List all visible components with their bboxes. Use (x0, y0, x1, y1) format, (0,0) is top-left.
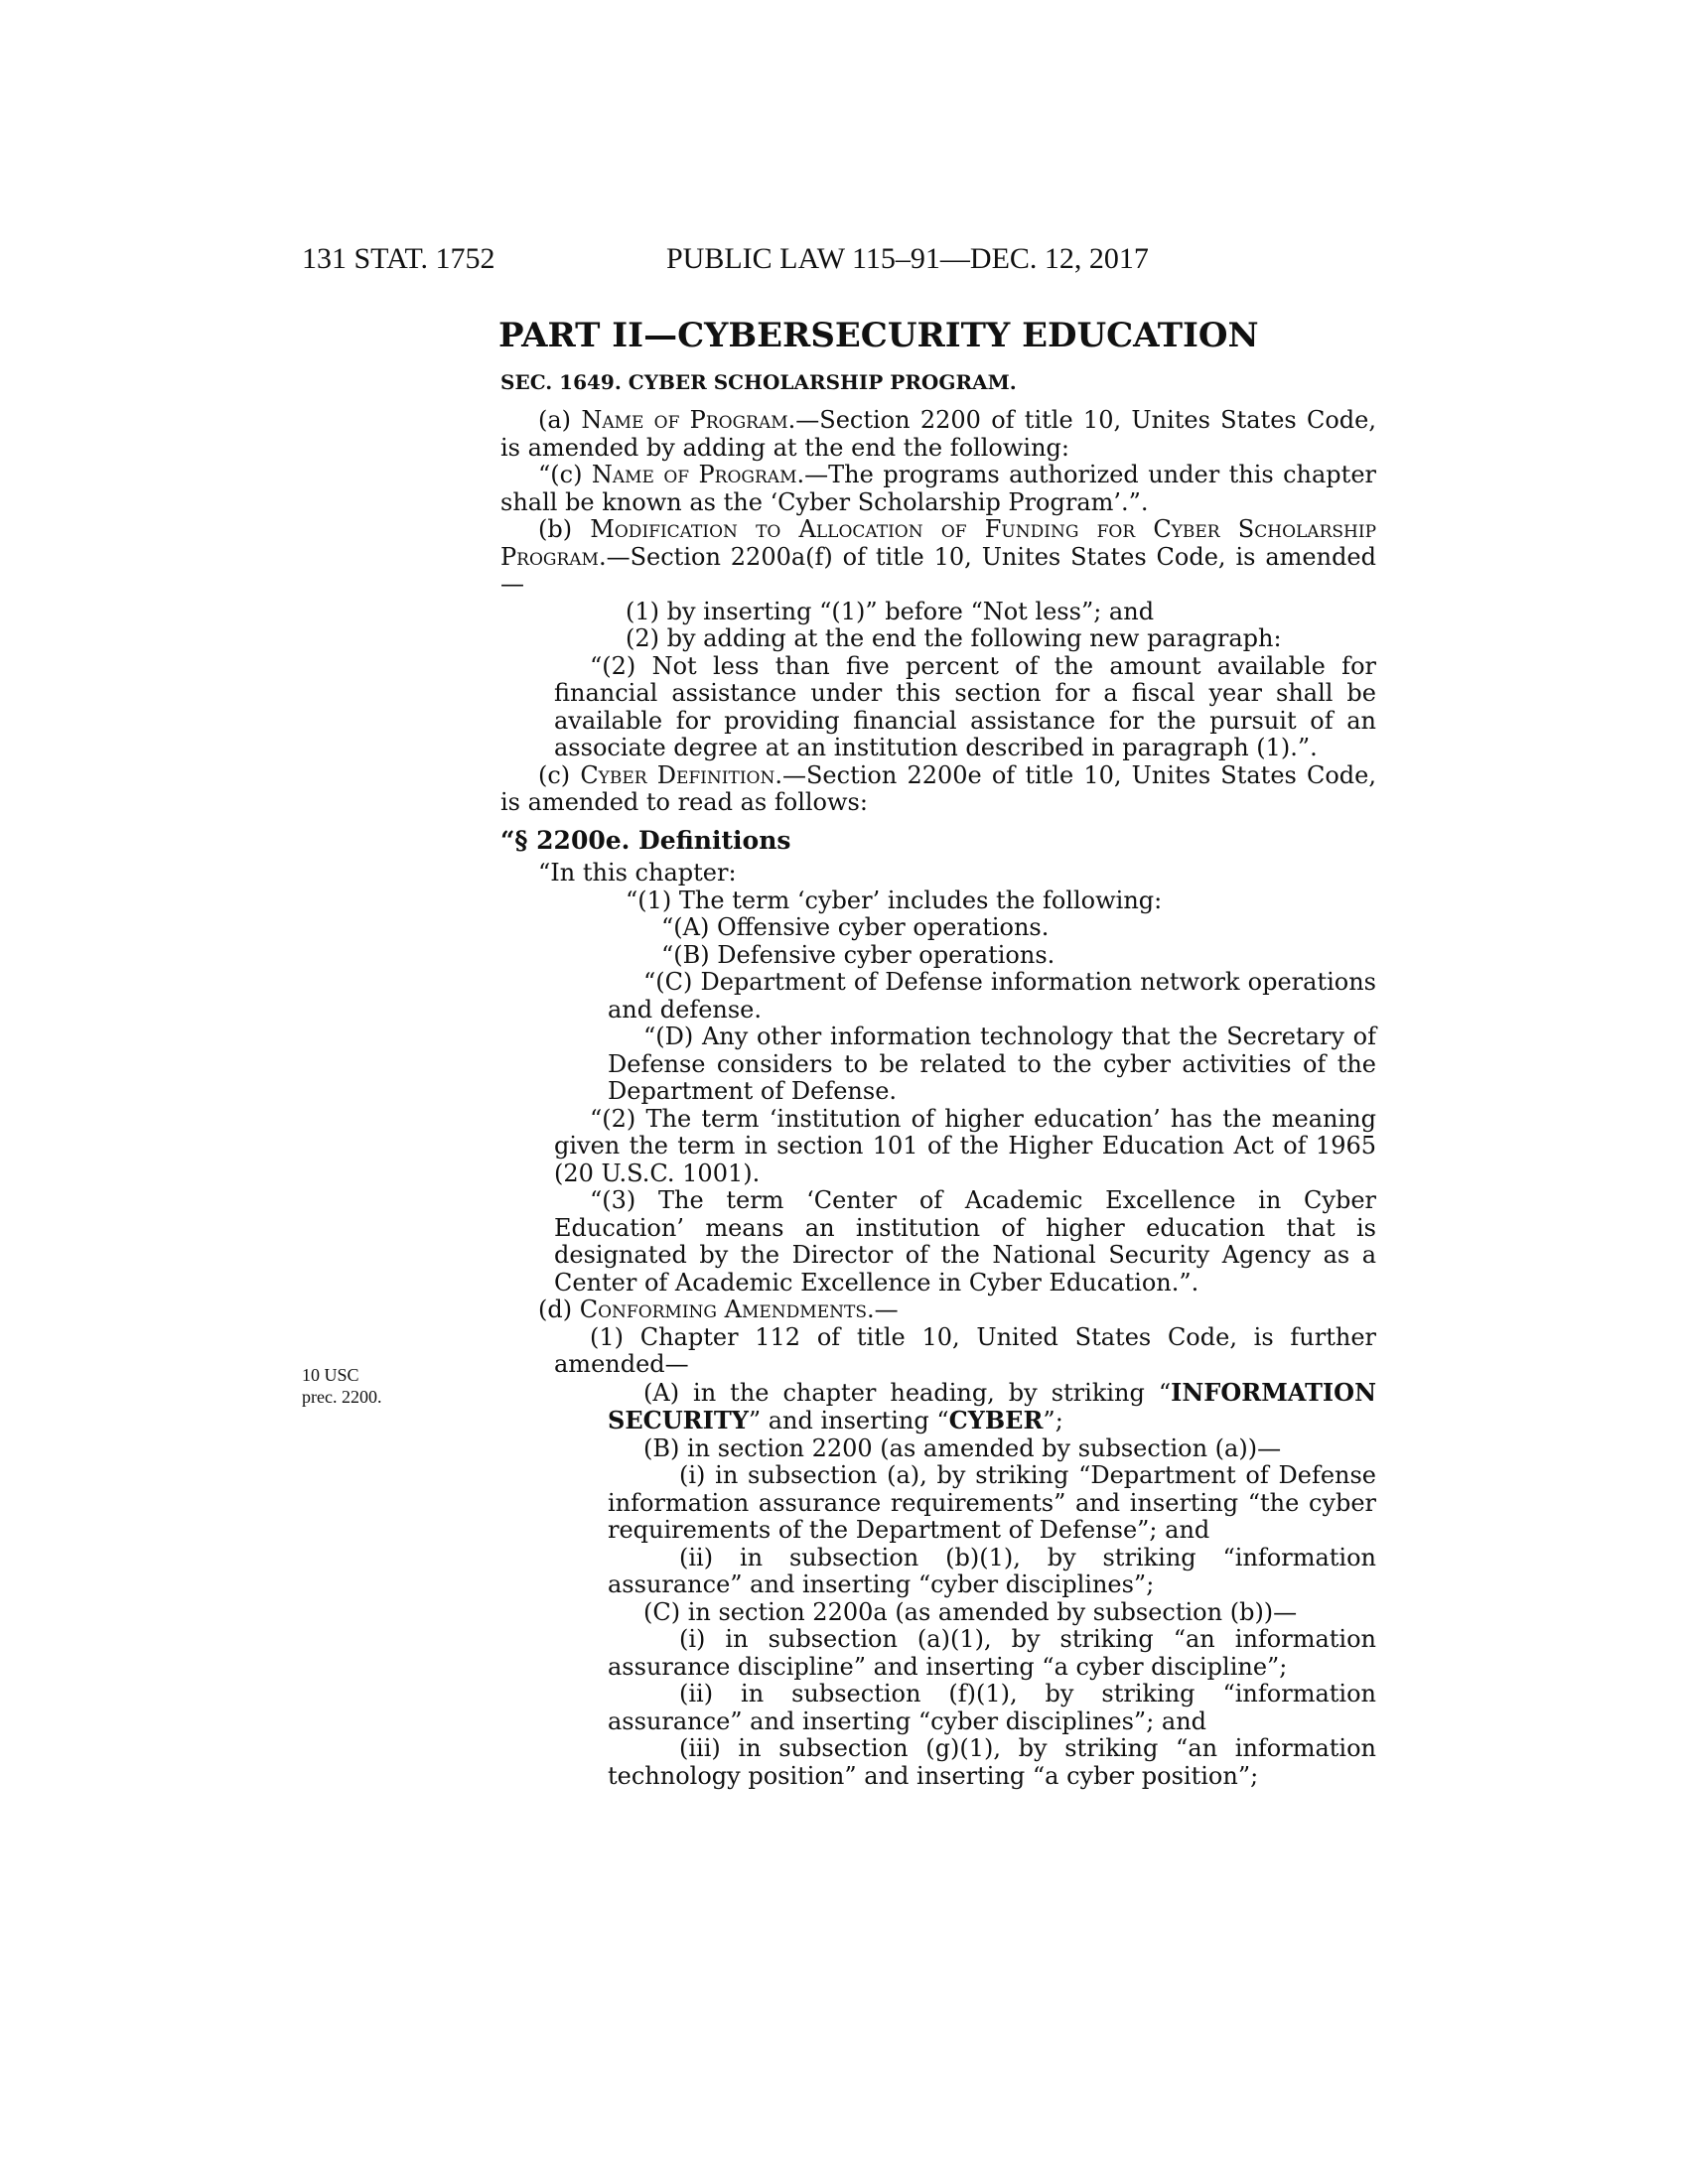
subsection-c-label: (c) (538, 760, 581, 789)
amendment-1C: (C) in section 2200a (as amended by subsection (b))— (643, 1597, 1298, 1626)
subsection-a-body: .—Section 2200 of title 10, Unites States Code, is amended by adding at the end the following: (500, 406, 1376, 462)
amendment-1A-inserted: CYBER (948, 1406, 1044, 1434)
amendment-1B-i: (i) in subsection (a), by striking “Department of Defense information assurance requirements” and inserting “the cyber requirements of the Department of Defense”; and (608, 1461, 1376, 1544)
definition-3: “(3) The term ‘Center of Academic Excellence in Cyber Education’ means an institution of higher education that is designated by the Director of the National Security Agency as a Center of Academic Excellence in Cyber Education.”. (554, 1186, 1376, 1297)
amendment-1B-ii: (ii) in subsection (b)(1), by striking “information assurance” and inserting “cyber disciplines”; (608, 1543, 1376, 1598)
subsection-b-body: .—Section 2200a(f) of title 10, Unites States Code, is amended— (500, 542, 1376, 598)
section-title: SEC. 1649. CYBER SCHOLARSHIP PROGRAM. (500, 370, 1017, 394)
subsection-d-heading: Conforming Amendments (579, 1296, 867, 1323)
amendment-1A-post: ”; (1043, 1407, 1063, 1434)
definition-2: “(2) The term ‘institution of higher education’ has the meaning given the term in section 101 of the Higher Education Act of 1965 (20 U.S.C. 1001). (554, 1104, 1376, 1187)
definition-1B: “(B) Defensive cyber operations. (661, 940, 1055, 969)
document-body (500, 407, 1376, 1790)
margin-note-line-2: prec. 2200. (302, 1387, 382, 1407)
amendment-1B: (B) in section 2200 (as amended by subsection (a))— (643, 1433, 1282, 1462)
subsection-b (500, 516, 1376, 599)
subsection-a-label: (a) (538, 406, 582, 434)
public-law-header: PUBLIC LAW 115–91—DEC. 12, 2017 (666, 242, 1149, 275)
subsection-c (500, 762, 1376, 817)
margin-note-line-1: 10 USC (302, 1365, 359, 1385)
quoted-c-body: .—The programs authorized under this chapter shall be known as the ‘Cyber Scholarship Program’.”. (500, 461, 1376, 516)
subsection-d (500, 1297, 1376, 1324)
paragraph-b2: (2) by adding at the end the following new paragraph: (626, 624, 1282, 652)
amendment-1A-mid: ” and inserting “ (748, 1407, 949, 1434)
part-title: PART II—CYBERSECURITY EDUCATION (498, 316, 1259, 355)
section-2200e-heading: “§ 2200e. Definitions (500, 825, 791, 855)
subsection-b-label: (b) (538, 515, 591, 543)
quoted-c-label: “(c) (538, 461, 592, 488)
subsection-c-heading: Cyber Definition (580, 760, 775, 789)
amendment-1C-i: (i) in subsection (a)(1), by striking “an information assurance discipline” and inserting “a cyber discipline”; (608, 1625, 1376, 1681)
subsection-a-heading: Name of Program (581, 406, 788, 434)
amendment-1A-pre: (A) in the chapter heading, by striking “ (643, 1378, 1172, 1407)
subsection-b-heading: Modification to Allocation of Funding for Cyber Scholarship Program (500, 515, 1377, 571)
definition-1C: “(C) Department of Defense information network operations and defense. (608, 968, 1376, 1024)
definition-1D: “(D) Any other information technology that the Secretary of Defense considers to be related to the cyber activities of the Department of Defense. (608, 1023, 1376, 1105)
paragraph-b1: (1) by inserting “(1)” before “Not less”; and (626, 597, 1155, 625)
definition-1A: “(A) Offensive cyber operations. (661, 913, 1050, 941)
quoted-c-heading: Name of Program (591, 461, 797, 488)
amendment-1A-struck: INFORMATION SECURITY (608, 1377, 1376, 1434)
in-this-chapter: “In this chapter: (538, 859, 737, 887)
subsection-d-label: (d) (538, 1296, 580, 1323)
amendment-1C-iii: (iii) in subsection (g)(1), by striking “an information technology position” and inserting “a cyber position”; (608, 1734, 1376, 1790)
margin-note (302, 1364, 381, 1408)
subsection-c-body: .—Section 2200e of title 10, Unites States Code, is amended to read as follows: (500, 760, 1376, 816)
subsection-d-dash: .— (866, 1296, 899, 1323)
subsection-a (500, 407, 1376, 462)
page-stat-number: 131 STAT. 1752 (302, 242, 495, 275)
amendment-1: (1) Chapter 112 of title 10, United States Code, is further amended— (554, 1322, 1376, 1378)
quoted-subsection-c (500, 462, 1376, 516)
quoted-paragraph-2: “(2) Not less than five percent of the amount available for financial assistance under this section for a fiscal year shall be available for providing financial assistance for the pursuit of an associate degree at an institution described in paragraph (1).”. (554, 651, 1376, 761)
amendment-1C-ii: (ii) in subsection (f)(1), by striking “information assurance” and inserting “cyber disciplines”; and (608, 1680, 1376, 1735)
amendment-1A (500, 1379, 1376, 1435)
definition-1: “(1) The term ‘cyber’ includes the following: (626, 886, 1163, 914)
